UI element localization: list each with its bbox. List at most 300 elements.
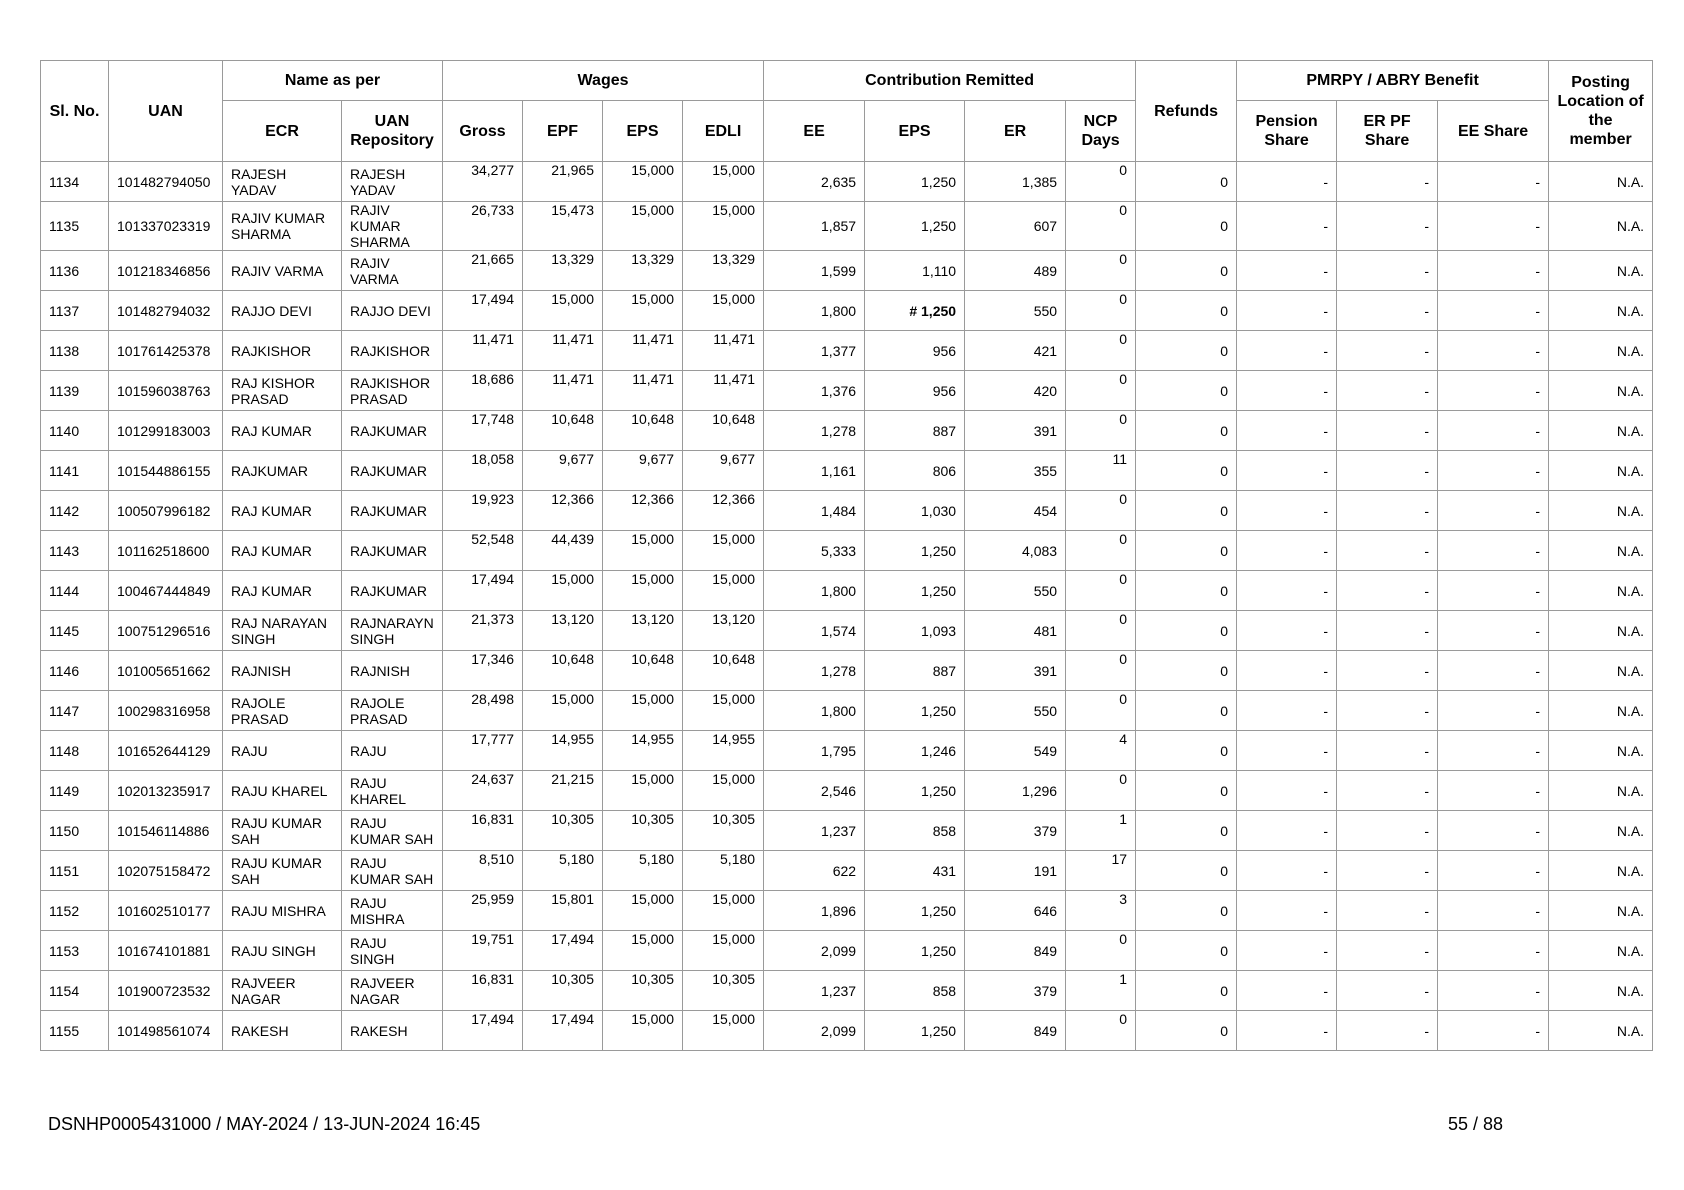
cell-er: 646	[965, 891, 1066, 931]
cell-uan: 101652644129	[109, 731, 223, 771]
cell-ee-share: -	[1438, 371, 1549, 411]
cell-epf: 9,677	[523, 451, 603, 491]
cell-epf: 21,965	[523, 162, 603, 202]
cell-sl-no: 1155	[41, 1011, 109, 1051]
cell-ee-share: -	[1438, 651, 1549, 691]
cell-ecr-name: RAJKUMAR	[223, 451, 342, 491]
cell-uan-repository-name: RAJKUMAR	[342, 491, 443, 531]
cell-ee-share: -	[1438, 771, 1549, 811]
cell-sl-no: 1135	[41, 202, 109, 251]
cell-pension-share: -	[1237, 202, 1337, 251]
cell-pension-share: -	[1237, 611, 1337, 651]
cell-epf: 11,471	[523, 331, 603, 371]
cell-er: 379	[965, 811, 1066, 851]
cell-ee-share: -	[1438, 691, 1549, 731]
cell-uan: 100467444849	[109, 571, 223, 611]
cell-er: 849	[965, 931, 1066, 971]
cell-ncp-days: 0	[1066, 162, 1136, 202]
cell-sl-no: 1148	[41, 731, 109, 771]
cell-ee-share: -	[1438, 931, 1549, 971]
header-pension-share: Pension Share	[1237, 101, 1337, 162]
cell-gross: 17,346	[443, 651, 523, 691]
cell-gross: 18,686	[443, 371, 523, 411]
cell-epf: 17,494	[523, 931, 603, 971]
header-wages: Wages	[443, 61, 764, 101]
cell-ee: 622	[764, 851, 865, 891]
cell-epf: 14,955	[523, 731, 603, 771]
cell-er: 1,296	[965, 771, 1066, 811]
cell-posting-location: N.A.	[1549, 1011, 1653, 1051]
cell-ee-share: -	[1438, 851, 1549, 891]
cell-epf: 5,180	[523, 851, 603, 891]
table-row	[41, 931, 1653, 971]
cell-refunds: 0	[1136, 1011, 1237, 1051]
cell-ee: 2,635	[764, 162, 865, 202]
cell-eps: 15,000	[603, 931, 683, 971]
cell-eps: 9,677	[603, 451, 683, 491]
cell-refunds: 0	[1136, 291, 1237, 331]
cell-contribution-eps: 1,093	[865, 611, 965, 651]
cell-uan-repository-name: RAJIV VARMA	[342, 251, 443, 291]
cell-uan-repository-name: RAJU KUMAR SAH	[342, 811, 443, 851]
header-uan-repository: UAN Repository	[342, 101, 443, 162]
cell-er: 607	[965, 202, 1066, 251]
cell-sl-no: 1153	[41, 931, 109, 971]
cell-pension-share: -	[1237, 811, 1337, 851]
cell-epf: 12,366	[523, 491, 603, 531]
cell-sl-no: 1137	[41, 291, 109, 331]
cell-refunds: 0	[1136, 411, 1237, 451]
cell-uan-repository-name: RAKESH	[342, 1011, 443, 1051]
cell-edli: 15,000	[683, 202, 764, 251]
cell-epf: 17,494	[523, 1011, 603, 1051]
cell-er-pf-share: -	[1337, 891, 1438, 931]
cell-sl-no: 1147	[41, 691, 109, 731]
cell-refunds: 0	[1136, 251, 1237, 291]
cell-ncp-days: 0	[1066, 571, 1136, 611]
cell-edli: 15,000	[683, 931, 764, 971]
cell-er-pf-share: -	[1337, 371, 1438, 411]
cell-er-pf-share: -	[1337, 1011, 1438, 1051]
cell-ee-share: -	[1438, 202, 1549, 251]
table-row	[41, 162, 1653, 202]
cell-ecr-name: RAJ KUMAR	[223, 491, 342, 531]
cell-posting-location: N.A.	[1549, 731, 1653, 771]
table-row	[41, 371, 1653, 411]
cell-pension-share: -	[1237, 331, 1337, 371]
cell-eps: 10,648	[603, 651, 683, 691]
cell-ncp-days: 0	[1066, 1011, 1136, 1051]
cell-ee-share: -	[1438, 731, 1549, 771]
cell-pension-share: -	[1237, 531, 1337, 571]
header-ee-share: EE Share	[1438, 101, 1549, 162]
cell-ecr-name: RAJNISH	[223, 651, 342, 691]
cell-epf: 15,000	[523, 691, 603, 731]
cell-epf: 13,120	[523, 611, 603, 651]
page-number: 55 / 88	[1448, 1114, 1504, 1134]
cell-er: 1,385	[965, 162, 1066, 202]
cell-epf: 10,648	[523, 651, 603, 691]
cell-posting-location: N.A.	[1549, 202, 1653, 251]
cell-refunds: 0	[1136, 491, 1237, 531]
cell-contribution-eps: 806	[865, 451, 965, 491]
cell-eps: 10,305	[603, 811, 683, 851]
cell-ecr-name: RAJU MISHRA	[223, 891, 342, 931]
cell-ncp-days: 0	[1066, 491, 1136, 531]
table-row	[41, 651, 1653, 691]
cell-uan: 101761425378	[109, 331, 223, 371]
cell-ee-share: -	[1438, 251, 1549, 291]
cell-er: 191	[965, 851, 1066, 891]
cell-posting-location: N.A.	[1549, 491, 1653, 531]
cell-ecr-name: RAJ KUMAR	[223, 571, 342, 611]
cell-eps: 15,000	[603, 291, 683, 331]
cell-uan: 101482794050	[109, 162, 223, 202]
cell-er-pf-share: -	[1337, 162, 1438, 202]
cell-contribution-eps: 858	[865, 971, 965, 1011]
cell-contribution-eps: 1,250	[865, 1011, 965, 1051]
cell-gross: 25,959	[443, 891, 523, 931]
table-row	[41, 202, 1653, 251]
cell-uan-repository-name: RAJKUMAR	[342, 531, 443, 571]
cell-er-pf-share: -	[1337, 202, 1438, 251]
cell-er-pf-share: -	[1337, 691, 1438, 731]
cell-ee-share: -	[1438, 331, 1549, 371]
cell-edli: 15,000	[683, 291, 764, 331]
cell-ee: 2,099	[764, 931, 865, 971]
cell-posting-location: N.A.	[1549, 611, 1653, 651]
cell-uan-repository-name: RAJIV KUMAR SHARMA	[342, 202, 443, 251]
cell-sl-no: 1136	[41, 251, 109, 291]
cell-contribution-eps: 1,250	[865, 771, 965, 811]
header-sl-no: Sl. No.	[41, 61, 109, 162]
cell-ncp-days: 0	[1066, 611, 1136, 651]
cell-edli: 9,677	[683, 451, 764, 491]
cell-eps: 15,000	[603, 1011, 683, 1051]
cell-ecr-name: RAJKISHOR	[223, 331, 342, 371]
cell-contribution-eps: 1,250	[865, 531, 965, 571]
header-epf: EPF	[523, 101, 603, 162]
cell-uan-repository-name: RAJKUMAR	[342, 451, 443, 491]
cell-ee: 1,795	[764, 731, 865, 771]
cell-epf: 10,305	[523, 811, 603, 851]
cell-ecr-name: RAJVEER NAGAR	[223, 971, 342, 1011]
cell-er-pf-share: -	[1337, 531, 1438, 571]
cell-uan: 101482794032	[109, 291, 223, 331]
cell-er: 379	[965, 971, 1066, 1011]
header-posting-location: Posting Location of the member	[1549, 61, 1653, 162]
cell-ee-share: -	[1438, 531, 1549, 571]
cell-posting-location: N.A.	[1549, 531, 1653, 571]
cell-ee-share: -	[1438, 1011, 1549, 1051]
cell-ee-share: -	[1438, 451, 1549, 491]
cell-ecr-name: RAJOLE PRASAD	[223, 691, 342, 731]
cell-sl-no: 1151	[41, 851, 109, 891]
cell-er: 420	[965, 371, 1066, 411]
cell-gross: 17,494	[443, 571, 523, 611]
cell-refunds: 0	[1136, 531, 1237, 571]
cell-ncp-days: 1	[1066, 811, 1136, 851]
cell-epf: 15,801	[523, 891, 603, 931]
cell-ee-share: -	[1438, 811, 1549, 851]
cell-sl-no: 1152	[41, 891, 109, 931]
cell-uan-repository-name: RAJKISHOR	[342, 331, 443, 371]
cell-edli: 15,000	[683, 571, 764, 611]
cell-eps: 12,366	[603, 491, 683, 531]
cell-gross: 19,751	[443, 931, 523, 971]
cell-epf: 44,439	[523, 531, 603, 571]
cell-posting-location: N.A.	[1549, 811, 1653, 851]
cell-uan-repository-name: RAJOLE PRASAD	[342, 691, 443, 731]
cell-edli: 15,000	[683, 1011, 764, 1051]
cell-gross: 17,494	[443, 291, 523, 331]
cell-posting-location: N.A.	[1549, 331, 1653, 371]
cell-sl-no: 1149	[41, 771, 109, 811]
report-reference: DSNHP0005431000 / MAY-2024 / 13-JUN-2024 16:45	[48, 1114, 481, 1134]
table-row	[41, 891, 1653, 931]
cell-ee-share: -	[1438, 971, 1549, 1011]
cell-uan: 101162518600	[109, 531, 223, 571]
table-row	[41, 451, 1653, 491]
cell-ee-share: -	[1438, 291, 1549, 331]
cell-refunds: 0	[1136, 202, 1237, 251]
cell-eps: 11,471	[603, 371, 683, 411]
cell-er: 489	[965, 251, 1066, 291]
cell-ecr-name: RAJU SINGH	[223, 931, 342, 971]
cell-uan-repository-name: RAJKISHOR PRASAD	[342, 371, 443, 411]
cell-ee: 1,278	[764, 411, 865, 451]
cell-ecr-name: RAJIV VARMA	[223, 251, 342, 291]
cell-pension-share: -	[1237, 691, 1337, 731]
cell-contribution-eps: 956	[865, 331, 965, 371]
cell-gross: 11,471	[443, 331, 523, 371]
cell-ncp-days: 4	[1066, 731, 1136, 771]
cell-sl-no: 1144	[41, 571, 109, 611]
cell-ncp-days: 17	[1066, 851, 1136, 891]
cell-pension-share: -	[1237, 851, 1337, 891]
table-body	[41, 162, 1653, 1051]
cell-er-pf-share: -	[1337, 851, 1438, 891]
cell-er-pf-share: -	[1337, 971, 1438, 1011]
cell-posting-location: N.A.	[1549, 851, 1653, 891]
cell-ncp-days: 0	[1066, 931, 1136, 971]
cell-uan: 102013235917	[109, 771, 223, 811]
cell-pension-share: -	[1237, 891, 1337, 931]
cell-eps: 15,000	[603, 571, 683, 611]
cell-uan-repository-name: RAJKUMAR	[342, 411, 443, 451]
cell-epf: 15,473	[523, 202, 603, 251]
cell-er-pf-share: -	[1337, 811, 1438, 851]
cell-er: 454	[965, 491, 1066, 531]
cell-uan-repository-name: RAJU MISHRA	[342, 891, 443, 931]
header-ee: EE	[764, 101, 865, 162]
cell-er: 355	[965, 451, 1066, 491]
cell-ncp-days: 11	[1066, 451, 1136, 491]
table-row	[41, 811, 1653, 851]
table-row	[41, 411, 1653, 451]
cell-epf: 10,648	[523, 411, 603, 451]
cell-edli: 10,305	[683, 811, 764, 851]
header-eps: EPS	[603, 101, 683, 162]
cell-er-pf-share: -	[1337, 571, 1438, 611]
cell-uan: 101005651662	[109, 651, 223, 691]
cell-eps: 15,000	[603, 531, 683, 571]
cell-pension-share: -	[1237, 162, 1337, 202]
cell-ecr-name: RAJ KISHOR PRASAD	[223, 371, 342, 411]
cell-er-pf-share: -	[1337, 411, 1438, 451]
cell-edli: 11,471	[683, 371, 764, 411]
cell-edli: 14,955	[683, 731, 764, 771]
cell-eps: 5,180	[603, 851, 683, 891]
cell-posting-location: N.A.	[1549, 162, 1653, 202]
cell-pension-share: -	[1237, 411, 1337, 451]
cell-er: 550	[965, 291, 1066, 331]
cell-sl-no: 1145	[41, 611, 109, 651]
cell-gross: 28,498	[443, 691, 523, 731]
cell-ncp-days: 0	[1066, 202, 1136, 251]
cell-ncp-days: 3	[1066, 891, 1136, 931]
table-row	[41, 291, 1653, 331]
cell-ee-share: -	[1438, 411, 1549, 451]
cell-gross: 52,548	[443, 531, 523, 571]
table-row	[41, 1011, 1653, 1051]
cell-pension-share: -	[1237, 731, 1337, 771]
cell-posting-location: N.A.	[1549, 771, 1653, 811]
cell-refunds: 0	[1136, 611, 1237, 651]
table-row	[41, 611, 1653, 651]
cell-pension-share: -	[1237, 771, 1337, 811]
cell-er: 550	[965, 691, 1066, 731]
table-row	[41, 491, 1653, 531]
cell-er-pf-share: -	[1337, 451, 1438, 491]
table-row	[41, 971, 1653, 1011]
cell-gross: 8,510	[443, 851, 523, 891]
cell-edli: 13,120	[683, 611, 764, 651]
cell-posting-location: N.A.	[1549, 571, 1653, 611]
cell-ecr-name: RAJU KUMAR SAH	[223, 811, 342, 851]
cell-er: 550	[965, 571, 1066, 611]
cell-gross: 16,831	[443, 971, 523, 1011]
cell-refunds: 0	[1136, 451, 1237, 491]
cell-er-pf-share: -	[1337, 651, 1438, 691]
cell-uan-repository-name: RAJNARAYN SINGH	[342, 611, 443, 651]
cell-edli: 15,000	[683, 771, 764, 811]
cell-gross: 17,494	[443, 1011, 523, 1051]
cell-er: 391	[965, 651, 1066, 691]
cell-epf: 11,471	[523, 371, 603, 411]
cell-ee: 1,896	[764, 891, 865, 931]
cell-uan: 102075158472	[109, 851, 223, 891]
cell-sl-no: 1138	[41, 331, 109, 371]
cell-ee-share: -	[1438, 162, 1549, 202]
cell-ee: 1,800	[764, 691, 865, 731]
cell-gross: 21,373	[443, 611, 523, 651]
cell-contribution-eps: 887	[865, 651, 965, 691]
cell-refunds: 0	[1136, 571, 1237, 611]
cell-refunds: 0	[1136, 811, 1237, 851]
cell-er: 849	[965, 1011, 1066, 1051]
cell-posting-location: N.A.	[1549, 411, 1653, 451]
cell-eps: 15,000	[603, 162, 683, 202]
header-gross: Gross	[443, 101, 523, 162]
cell-posting-location: N.A.	[1549, 931, 1653, 971]
cell-epf: 13,329	[523, 251, 603, 291]
cell-uan: 101544886155	[109, 451, 223, 491]
cell-sl-no: 1134	[41, 162, 109, 202]
cell-pension-share: -	[1237, 971, 1337, 1011]
header-name-as-per: Name as per	[223, 61, 443, 101]
cell-contribution-eps: 1,250	[865, 891, 965, 931]
cell-edli: 5,180	[683, 851, 764, 891]
table-row	[41, 531, 1653, 571]
cell-contribution-eps: 431	[865, 851, 965, 891]
cell-uan: 100298316958	[109, 691, 223, 731]
cell-edli: 11,471	[683, 331, 764, 371]
cell-ncp-days: 1	[1066, 971, 1136, 1011]
table-row	[41, 771, 1653, 811]
cell-gross: 18,058	[443, 451, 523, 491]
header-ecr: ECR	[223, 101, 342, 162]
cell-pension-share: -	[1237, 251, 1337, 291]
cell-ee: 1,278	[764, 651, 865, 691]
cell-uan: 101900723532	[109, 971, 223, 1011]
cell-ee: 1,376	[764, 371, 865, 411]
cell-ncp-days: 0	[1066, 531, 1136, 571]
cell-ee: 1,161	[764, 451, 865, 491]
cell-gross: 34,277	[443, 162, 523, 202]
cell-contribution-eps: 1,030	[865, 491, 965, 531]
cell-sl-no: 1143	[41, 531, 109, 571]
cell-contribution-eps: 1,250	[865, 162, 965, 202]
cell-edli: 15,000	[683, 691, 764, 731]
cell-refunds: 0	[1136, 162, 1237, 202]
cell-refunds: 0	[1136, 851, 1237, 891]
cell-sl-no: 1154	[41, 971, 109, 1011]
cell-contribution-eps: # 1,250	[865, 291, 965, 331]
table-row	[41, 691, 1653, 731]
cell-ncp-days: 0	[1066, 331, 1136, 371]
cell-er: 4,083	[965, 531, 1066, 571]
cell-posting-location: N.A.	[1549, 651, 1653, 691]
cell-pension-share: -	[1237, 651, 1337, 691]
cell-ecr-name: RAJU KUMAR SAH	[223, 851, 342, 891]
cell-refunds: 0	[1136, 691, 1237, 731]
cell-refunds: 0	[1136, 331, 1237, 371]
cell-ee: 2,546	[764, 771, 865, 811]
cell-ecr-name: RAJJO DEVI	[223, 291, 342, 331]
cell-er-pf-share: -	[1337, 491, 1438, 531]
cell-uan: 100507996182	[109, 491, 223, 531]
cell-er-pf-share: -	[1337, 611, 1438, 651]
header-ncp-days: NCP Days	[1066, 101, 1136, 162]
header-er-pf-share: ER PF Share	[1337, 101, 1438, 162]
cell-ee: 1,484	[764, 491, 865, 531]
cell-uan-repository-name: RAJU KUMAR SAH	[342, 851, 443, 891]
cell-ncp-days: 0	[1066, 291, 1136, 331]
cell-epf: 10,305	[523, 971, 603, 1011]
cell-ee-share: -	[1438, 571, 1549, 611]
cell-sl-no: 1142	[41, 491, 109, 531]
cell-sl-no: 1146	[41, 651, 109, 691]
cell-pension-share: -	[1237, 371, 1337, 411]
cell-posting-location: N.A.	[1549, 891, 1653, 931]
cell-contribution-eps: 858	[865, 811, 965, 851]
cell-gross: 17,777	[443, 731, 523, 771]
cell-er: 391	[965, 411, 1066, 451]
cell-contribution-eps: 1,250	[865, 931, 965, 971]
cell-pension-share: -	[1237, 451, 1337, 491]
cell-edli: 15,000	[683, 531, 764, 571]
